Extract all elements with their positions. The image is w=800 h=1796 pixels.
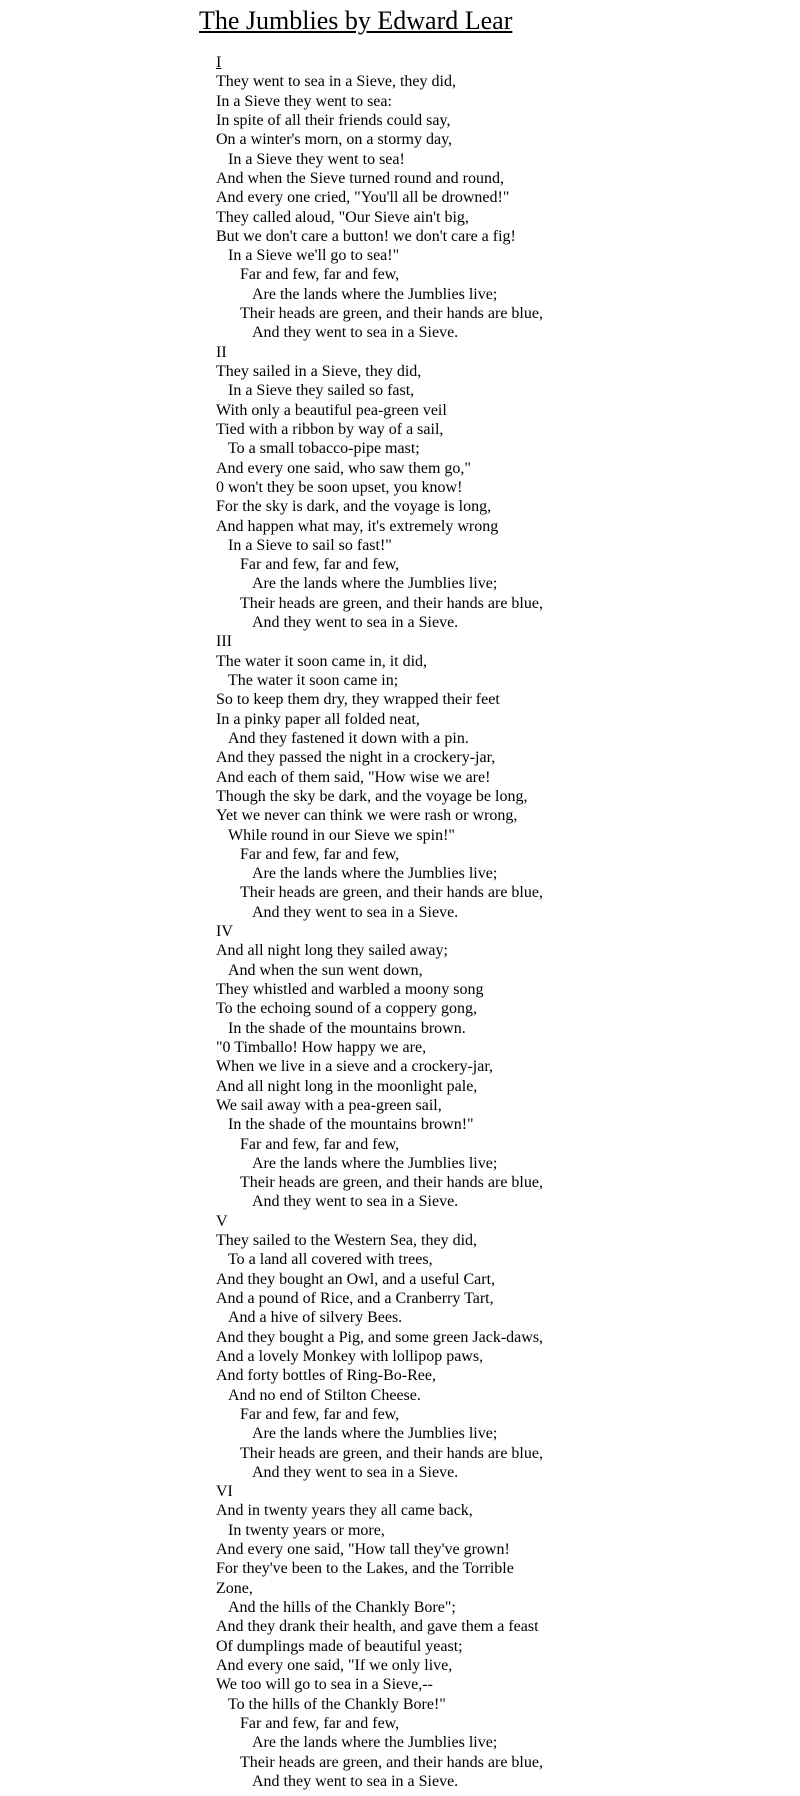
poem-line: And when the sun went down, — [228, 961, 423, 979]
poem-line: And no end of Stilton Cheese. — [228, 1386, 421, 1404]
stanza-number: II — [216, 343, 227, 361]
poem-line: Their heads are green, and their hands are blue, — [240, 1174, 543, 1192]
poem-line: To a small tobacco-pipe mast; — [228, 440, 420, 458]
poem-line: We sail away with a pea-green sail, — [216, 1096, 442, 1114]
poem-line: They whistled and warbled a moony song — [216, 981, 484, 998]
poem-line: To the echoing sound of a coppery gong, — [216, 1000, 478, 1018]
poem-line: And in twenty years they all came back, — [216, 1502, 473, 1520]
poem-line: Zone, — [216, 1579, 253, 1597]
poem-line: They called aloud, "Our Sieve ain't big, — [216, 208, 469, 226]
poem-line: And they bought a Pig, and some green Jack-daws, — [216, 1328, 544, 1346]
poem-line: The water it soon came in; — [228, 672, 399, 689]
poem-line: To the hills of the Chankly Bore!" — [228, 1695, 446, 1713]
poem-line: And they went to sea in a Sieve. — [252, 614, 459, 632]
poem-line: In a Sieve they sailed so fast, — [228, 382, 415, 400]
stanza — [216, 53, 786, 343]
poem-line: Are the lands where the Jumblies live; — [252, 1425, 498, 1443]
poem-line: In twenty years or more, — [228, 1521, 385, 1539]
poem-line: But we don't care a button! we don't care a fig! — [216, 227, 516, 245]
poem-line: Far and few, far and few, — [240, 1714, 400, 1732]
poem-line: Though the sky be dark, and the voyage be long, — [216, 787, 528, 805]
poem-line: Are the lands where the Jumblies live; — [252, 285, 498, 303]
poem-line: Far and few, far and few, — [240, 1405, 400, 1423]
poem-line: And they passed the night in a crockery-jar, — [216, 749, 496, 767]
poem-line: Far and few, far and few, — [240, 1135, 400, 1153]
poem-line: And they went to sea in a Sieve. — [252, 1463, 459, 1481]
poem-line: Their heads are green, and their hands are blue, — [240, 1444, 543, 1462]
stanza-number-link[interactable]: I — [216, 54, 222, 71]
poem-line: 0 won't they be soon upset, you know! — [216, 478, 463, 496]
poem-line: So to keep them dry, they wrapped their feet — [216, 691, 500, 709]
poem-line: And they went to sea in a Sieve. — [252, 324, 459, 342]
poem-line: And all night long in the moonlight pale, — [216, 1077, 478, 1095]
poem-line: Far and few, far and few, — [240, 845, 400, 863]
poem-line: Are the lands where the Jumblies live; — [252, 575, 498, 593]
poem-line: Far and few, far and few, — [240, 556, 400, 574]
poem-line: And a lovely Monkey with lollipop paws, — [216, 1347, 484, 1365]
poem-line: Their heads are green, and their hands are blue, — [240, 594, 543, 612]
poem-line: Their heads are green, and their hands are blue, — [240, 884, 543, 902]
poem-line: And every one said, who saw them go," — [216, 459, 471, 477]
poem-line: For the sky is dark, and the voyage is long, — [216, 498, 492, 516]
poem-line: The water it soon came in, it did, — [216, 652, 428, 670]
poem-line: And they went to sea in a Sieve. — [252, 903, 459, 921]
poem-line: And forty bottles of Ring-Bo-Ree, — [216, 1367, 436, 1385]
poem-line: And they bought an Owl, and a useful Cart, — [216, 1270, 496, 1288]
stanza — [216, 1482, 786, 1791]
poem-line: They went to sea in a Sieve, they did, — [216, 73, 456, 91]
poem-line: Yet we never can think we were rash or wrong, — [216, 807, 518, 825]
poem-line: And they drank their health, and gave them a feast — [216, 1618, 539, 1636]
poem-line: They sailed to the Western Sea, they did, — [216, 1232, 478, 1250]
stanza-number: V — [216, 1212, 228, 1230]
poem-line: In a Sieve they went to sea: — [216, 92, 392, 110]
stanza-number: III — [216, 633, 232, 651]
poem-line: And all night long they sailed away; — [216, 942, 448, 960]
poem-line: With only a beautiful pea-green veil — [216, 401, 447, 419]
poem-line: And every one said, "If we only live, — [216, 1656, 453, 1674]
stanza — [216, 922, 786, 1212]
stanza-number: VI — [216, 1483, 233, 1501]
poem-line: Of dumplings made of beautiful yeast; — [216, 1637, 463, 1655]
poem-line: And each of them said, "How wise we are! — [216, 768, 491, 786]
stanza — [216, 1212, 786, 1482]
poem-line: While round in our Sieve we spin!" — [228, 826, 455, 844]
poem-line: And every one said, "How tall they've grown! — [216, 1541, 510, 1559]
poem-line: And every one cried, "You'll all be drowned!" — [216, 189, 510, 207]
poem-line: For they've been to the Lakes, and the Torrible — [216, 1560, 514, 1578]
poem-line: Are the lands where the Jumblies live; — [252, 865, 498, 883]
poem-line: In a Sieve we'll go to sea!" — [228, 247, 400, 265]
poem-line: In spite of all their friends could say, — [216, 111, 451, 129]
poem-line: To a land all covered with trees, — [228, 1251, 433, 1269]
stanza — [216, 343, 786, 633]
poem-line: Tied with a ribbon by way of a sail, — [216, 420, 444, 438]
poem-line: And a hive of silvery Bees. — [228, 1309, 403, 1327]
poem-line: On a winter's morn, on a stormy day, — [216, 131, 453, 149]
poem-line: And when the Sieve turned round and round, — [216, 169, 504, 187]
stanza — [216, 632, 786, 922]
poem-line: And a pound of Rice, and a Cranberry Tart, — [216, 1290, 494, 1307]
poem-body — [216, 53, 786, 1791]
poem-line: And the hills of the Chankly Bore"; — [228, 1599, 456, 1616]
poem-line: Their heads are green, and their hands are blue, — [240, 1753, 543, 1771]
poem-line: They sailed in a Sieve, they did, — [216, 363, 422, 380]
poem-line: And happen what may, it's extremely wrong — [216, 517, 499, 535]
page-title: The Jumblies by Edward Lear — [199, 6, 513, 35]
poem-line: In a Sieve to sail so fast!" — [228, 536, 392, 554]
poem-line: And they fastened it down with a pin. — [228, 729, 469, 747]
poem-line: In a pinky paper all folded neat, — [216, 710, 420, 728]
poem-line: When we live in a sieve and a crockery-jar, — [216, 1058, 493, 1076]
poem-line: In a Sieve they went to sea! — [228, 150, 405, 168]
poem-line: And they went to sea in a Sieve. — [252, 1193, 459, 1211]
poem-line: And they went to sea in a Sieve. — [252, 1772, 459, 1790]
poem-line: Their heads are green, and their hands are blue, — [240, 305, 543, 323]
poem-line: Are the lands where the Jumblies live; — [252, 1734, 498, 1752]
stanza-number: IV — [216, 923, 233, 941]
poem-line: In the shade of the mountains brown!" — [228, 1116, 474, 1134]
poem-line: Far and few, far and few, — [240, 266, 400, 284]
poem-line: In the shade of the mountains brown. — [228, 1019, 466, 1037]
poem-line: We too will go to sea in a Sieve,-- — [216, 1676, 433, 1694]
poem-line: Are the lands where the Jumblies live; — [252, 1154, 498, 1172]
poem-line: "0 Timballo! How happy we are, — [216, 1038, 427, 1056]
